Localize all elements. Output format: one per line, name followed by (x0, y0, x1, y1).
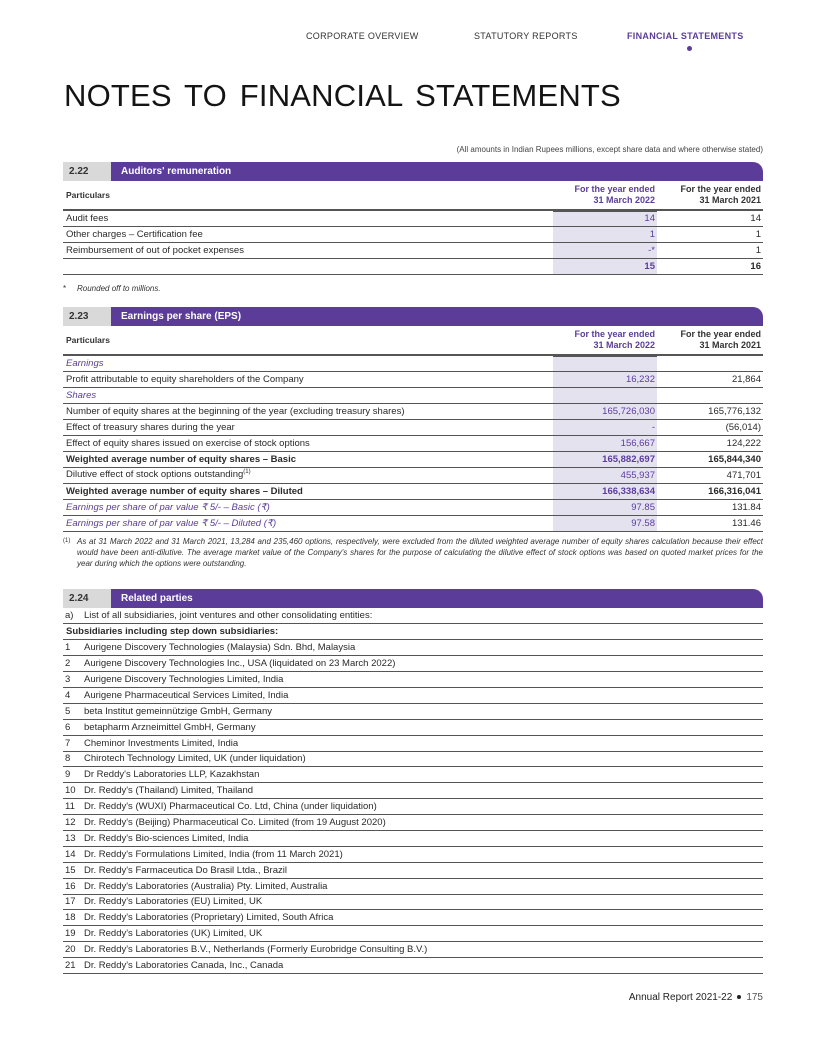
entity-name: Dr. Reddy's (Beijing) Pharmaceutical Co. Limited (from 19 August 2020) (81, 815, 763, 831)
entity-name: Aurigene Pharmaceutical Services Limited, India (81, 687, 763, 703)
entity-number: 11 (63, 799, 81, 815)
entity-name: Dr. Reddy's Laboratories (EU) Limited, UK (81, 894, 763, 910)
list-item (63, 703, 763, 719)
row-label: Weighted average number of equity shares – Diluted (63, 483, 553, 499)
row-value-2022: 14 (553, 210, 657, 226)
section-title: Auditors' remuneration (111, 162, 763, 181)
col-particulars: Particulars (66, 190, 110, 200)
nav-financial-statements[interactable]: FINANCIAL STATEMENTS (627, 31, 744, 41)
row-value-2021 (657, 387, 763, 403)
entity-number: 7 (63, 735, 81, 751)
section-related-parties (63, 589, 763, 974)
entity-name: Dr. Reddy's Laboratories (UK) Limited, UK (81, 926, 763, 942)
entity-name: betapharm Arzneimittel GmbH, Germany (81, 719, 763, 735)
row-value-2021: 166,316,041 (657, 483, 763, 499)
list-item (63, 942, 763, 958)
entity-number: 14 (63, 846, 81, 862)
list-item (63, 894, 763, 910)
col-fy2022-line1: For the year ended (574, 183, 655, 194)
table-row (63, 210, 763, 226)
section-auditors-remuneration (63, 162, 763, 294)
footnote (63, 283, 763, 294)
entity-name: Dr. Reddy's (Thailand) Limited, Thailand (81, 783, 763, 799)
col-fy2022 (553, 181, 657, 210)
active-indicator-dot-icon (687, 46, 692, 51)
subheading-row (63, 355, 763, 371)
subheading-text: Subsidiaries including step down subsidiaries: (63, 624, 763, 640)
table-row (63, 467, 763, 483)
list-item (63, 751, 763, 767)
top-navigation (0, 31, 820, 55)
entity-number: 3 (63, 672, 81, 688)
entity-name: Cheminor Investments Limited, India (81, 735, 763, 751)
entity-number: 8 (63, 751, 81, 767)
row-value-2021: 131.84 (657, 499, 763, 515)
table-row (63, 419, 763, 435)
entity-name: Aurigene Discovery Technologies Limited, India (81, 672, 763, 688)
section-header (63, 589, 763, 608)
list-item (63, 799, 763, 815)
footnote-mark: * (63, 283, 67, 293)
row-label: Earnings per share of par value ₹ 5/- – Diluted (₹) (63, 515, 553, 531)
row-value-2021: 131.46 (657, 515, 763, 531)
entity-name: Dr Reddy's Laboratories LLP, Kazakhstan (81, 767, 763, 783)
entity-number: 4 (63, 687, 81, 703)
row-value-2022: - (553, 419, 657, 435)
list-item (63, 640, 763, 656)
entity-name: Aurigene Discovery Technologies (Malaysia) Sdn. Bhd, Malaysia (81, 640, 763, 656)
eps-table (63, 326, 763, 532)
row-value-2022 (553, 355, 657, 371)
table-header-row (63, 181, 763, 210)
footnote-ref: (1) (243, 469, 251, 476)
list-item (63, 830, 763, 846)
table-row (63, 499, 763, 515)
row-value-2021: 14 (657, 210, 763, 226)
row-value-2022: 97.58 (553, 515, 657, 531)
list-item (63, 672, 763, 688)
list-item (63, 846, 763, 862)
section-title: Earnings per share (EPS) (111, 307, 763, 326)
col-fy2021-line2: 31 March 2021 (699, 195, 761, 205)
entity-number: 9 (63, 767, 81, 783)
row-value-2021: 165,844,340 (657, 451, 763, 467)
section-number: 2.23 (63, 307, 111, 326)
entity-number: 1 (63, 640, 81, 656)
entity-name: Dr. Reddy's Laboratories B.V., Netherlands (Formerly Eurobridge Consulting B.V.) (81, 942, 763, 958)
section-earnings-per-share (63, 307, 763, 569)
row-value-2022: 16,232 (553, 371, 657, 387)
row-value-2022: 1 (553, 226, 657, 242)
entity-name: Dr. Reddy's (WUXI) Pharmaceutical Co. Ltd, China (under liquidation) (81, 799, 763, 815)
table-row (63, 483, 763, 499)
row-value-2022: 165,882,697 (553, 451, 657, 467)
auditors-remuneration-table (63, 181, 763, 275)
related-parties-table (63, 608, 763, 974)
list-item (63, 767, 763, 783)
row-value-2021 (657, 355, 763, 371)
total-value-2022: 15 (553, 258, 657, 274)
col-particulars: Particulars (66, 335, 110, 345)
row-value-2021: 1 (657, 226, 763, 242)
table-row (63, 451, 763, 467)
row-value-2022: 165,726,030 (553, 403, 657, 419)
col-fy2022 (553, 326, 657, 355)
list-item (63, 815, 763, 831)
list-item (63, 910, 763, 926)
footnote-text: Rounded off to millions. (77, 283, 161, 293)
section-header (63, 162, 763, 181)
entity-list (63, 640, 763, 974)
entity-number: 20 (63, 942, 81, 958)
list-item (63, 783, 763, 799)
table-row (63, 226, 763, 242)
list-item (63, 878, 763, 894)
page-number: 175 (746, 992, 763, 1003)
table-row (63, 242, 763, 258)
row-value-2022: -* (553, 242, 657, 258)
row-label: Other charges – Certification fee (63, 226, 553, 242)
intro-row (63, 608, 763, 624)
footnote-mark: (1) (63, 537, 71, 544)
entity-number: 21 (63, 958, 81, 974)
amounts-note: (All amounts in Indian Rupees millions, except share data and where otherwise stated) (456, 145, 763, 154)
page-footer (629, 992, 763, 1003)
row-label-text: Dilutive effect of stock options outstanding (66, 469, 244, 481)
col-fy2021-line2: 31 March 2021 (699, 340, 761, 350)
entity-number: 12 (63, 815, 81, 831)
row-label: Weighted average number of equity shares – Basic (63, 451, 553, 467)
section-header (63, 307, 763, 326)
entity-number: 17 (63, 894, 81, 910)
section-number: 2.24 (63, 589, 111, 608)
entity-number: 6 (63, 719, 81, 735)
footnote-text: As at 31 March 2022 and 31 March 2021, 13,284 and 235,460 options, respectively, were excluded from the diluted weighted average number of equity shares calculation because their effect would have been anti-dilutive. The average market value of the Company's shares for the purpose of calculating the dilutive effect of stock options was based on quoted market prices for the year during which the options were outstanding. (77, 536, 763, 568)
total-value-2021: 16 (657, 258, 763, 274)
table-row (63, 403, 763, 419)
report-name: Annual Report 2021-22 (628, 992, 733, 1003)
entity-number: 5 (63, 703, 81, 719)
row-value-2021: (56,014) (657, 419, 763, 435)
page-title: NOTES TO FINANCIAL STATEMENTS (64, 78, 621, 113)
row-label: Profit attributable to equity shareholders of the Company (63, 371, 553, 387)
col-fy2022-line2: 31 March 2022 (593, 339, 655, 350)
row-value-2021: 165,776,132 (657, 403, 763, 419)
row-label: Audit fees (63, 210, 553, 226)
entity-name: Dr. Reddy's Laboratories Canada, Inc., Canada (81, 958, 763, 974)
row-value-2021: 471,701 (657, 467, 763, 483)
entity-name: Dr. Reddy's Formulations Limited, India (from 11 March 2021) (81, 846, 763, 862)
table-row (63, 515, 763, 531)
row-label: Effect of treasury shares during the year (63, 419, 553, 435)
row-value-2021: 21,864 (657, 371, 763, 387)
row-label: Earnings (63, 355, 553, 371)
entity-name: Aurigene Discovery Technologies Inc., USA (liquidated on 23 March 2022) (81, 656, 763, 672)
nav-statutory-reports[interactable]: STATUTORY REPORTS (474, 31, 578, 41)
row-label (63, 467, 553, 483)
entity-name: Dr. Reddy's Farmaceutica Do Brasil Ltda., Brazil (81, 862, 763, 878)
intro-mark: a) (63, 608, 81, 624)
col-fy2022-line2: 31 March 2022 (593, 194, 655, 205)
entity-number: 2 (63, 656, 81, 672)
separator-dot-icon (737, 995, 741, 999)
row-label: Shares (63, 387, 553, 403)
row-label: Earnings per share of par value ₹ 5/- – Basic (₹) (63, 499, 553, 515)
entity-name: beta Institut gemeinnützige GmbH, Germany (81, 703, 763, 719)
row-label: Number of equity shares at the beginning of the year (excluding treasury shares) (63, 403, 553, 419)
list-item (63, 719, 763, 735)
list-item (63, 926, 763, 942)
entity-name: Chirotech Technology Limited, UK (under liquidation) (81, 751, 763, 767)
intro-text: List of all subsidiaries, joint ventures and other consolidating entities: (81, 608, 763, 624)
table-row (63, 371, 763, 387)
col-fy2021-line1: For the year ended (680, 329, 761, 339)
table-row (63, 435, 763, 451)
row-value-2022: 97.85 (553, 499, 657, 515)
total-row (63, 258, 763, 274)
entity-number: 19 (63, 926, 81, 942)
row-value-2022 (553, 387, 657, 403)
col-fy2021 (657, 326, 763, 355)
row-label (63, 258, 553, 274)
nav-corporate-overview[interactable]: CORPORATE OVERVIEW (306, 31, 419, 41)
row-value-2022: 455,937 (553, 467, 657, 483)
list-item (63, 687, 763, 703)
row-value-2022: 156,667 (553, 435, 657, 451)
entity-name: Dr. Reddy's Laboratories (Australia) Pty. Limited, Australia (81, 878, 763, 894)
entity-number: 16 (63, 878, 81, 894)
row-value-2021: 1 (657, 242, 763, 258)
entity-name: Dr. Reddy's Laboratories (Proprietary) Limited, South Africa (81, 910, 763, 926)
section-number: 2.22 (63, 162, 111, 181)
row-value-2021: 124,222 (657, 435, 763, 451)
row-label: Effect of equity shares issued on exercise of stock options (63, 435, 553, 451)
footnote (63, 536, 763, 569)
row-label: Reimbursement of out of pocket expenses (63, 242, 553, 258)
col-fy2022-line1: For the year ended (574, 328, 655, 339)
col-fy2021-line1: For the year ended (680, 184, 761, 194)
subheading-row (63, 624, 763, 640)
list-item (63, 862, 763, 878)
entity-number: 13 (63, 830, 81, 846)
entity-name: Dr. Reddy's Bio-sciences Limited, India (81, 830, 763, 846)
entity-number: 18 (63, 910, 81, 926)
col-fy2021 (657, 181, 763, 210)
row-value-2022: 166,338,634 (553, 483, 657, 499)
list-item (63, 958, 763, 974)
entity-number: 15 (63, 862, 81, 878)
list-item (63, 656, 763, 672)
entity-number: 10 (63, 783, 81, 799)
table-header-row (63, 326, 763, 355)
section-title: Related parties (111, 589, 763, 608)
subheading-row (63, 387, 763, 403)
list-item (63, 735, 763, 751)
